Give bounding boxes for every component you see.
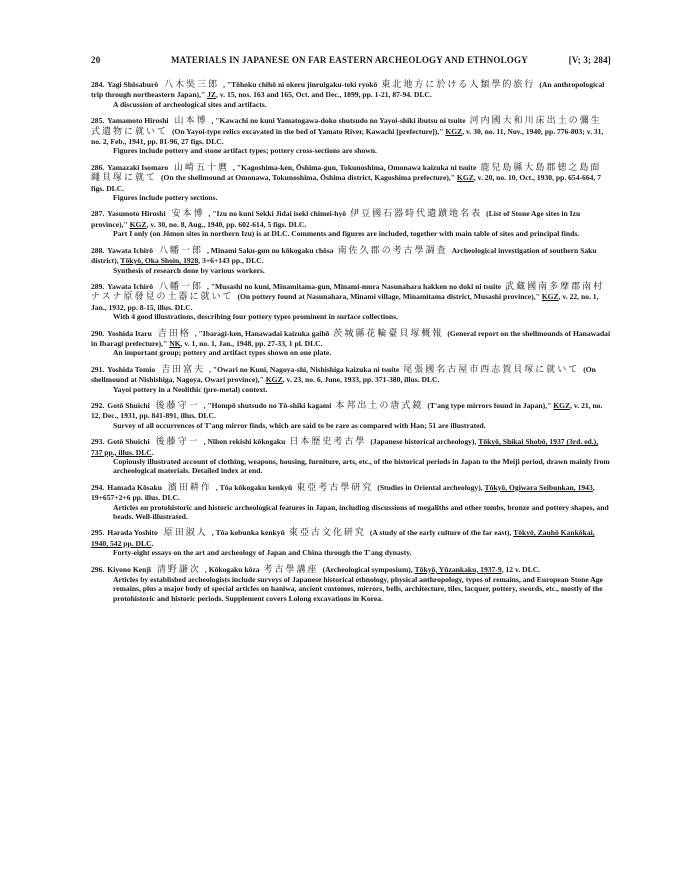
separator: , [207,245,211,255]
author-kanji: 濱田耕作 [167,482,212,493]
title-translation: (Archeological symposium), [322,564,415,574]
publication-details: , v. 23, no. 6, June, 1933, pp. 371-380, illus. DLC. [282,375,440,385]
journal-name: Tōkyō, Yūzankaku, 1937-9 [414,564,502,574]
entry-title: "Kawachi no kuni Yamatogawa-doko shutsudo no Yayoi-shiki ibutsu ni tsuite [215,116,466,126]
author-kanji: 後藤守一 [155,437,200,448]
entry-title: Tōa kobunka kenkyū [215,528,285,538]
title-translation: (T'ang type mirrors found in Japan)," [427,400,554,410]
annotation: With 4 good illustrations, describing four pottery types prominent in surface collections. [113,312,398,322]
journal-name: KGZ [553,400,571,410]
entry-title: "Musashi no kuni, Minamitama-gun, Minami-mura Nasunahara hakken no doki ni tsuite [210,281,502,291]
separator: , [223,80,227,89]
separator: , [203,437,208,447]
author-name: Yasumoto Hiroshi [107,209,166,219]
title-kanji: 考古學講座 [263,564,319,575]
journal-name: KGZ [265,375,283,385]
author-kanji: 吉田富夫 [161,364,206,375]
author-kanji: 清野謙次 [156,564,201,575]
publication-details: , 3+6+143 pp., DLC. [198,256,264,266]
bibliography-entry [91,565,611,604]
author-kanji: 安本博 [171,209,205,220]
author-kanji: 山崎五十麿 [174,162,230,173]
publication-details: . [151,447,154,457]
author-name: Kiyono Kenji [107,564,151,574]
bibliography-entry [91,246,611,275]
publication-details: , v. 30, no. 11, Nov., 1940, pp. 776-803; v. 31, no. 2, Feb., 1941, pp. 81-96, 27 figs. DLC. [91,126,604,147]
citation-line [91,437,611,457]
entry-title: Tōa kōkogaku kenkyū [219,482,293,492]
entry-title: Minami Saku-gun no kōkogaku chōsa [210,245,334,255]
author-kanji: 八木奘三郎 [164,80,220,90]
bibliography-entry [91,329,611,358]
annotation: Figures include pottery sections. [113,193,218,203]
author-name: Gotō Shuichi [107,400,150,410]
citation-line [91,80,611,100]
journal-name: Tōkyō, Zauhō Kankōkai, 1940, 542 pp. DLC [91,528,595,548]
journal-name: JZ [207,90,216,100]
entry-number: 293. [91,437,105,447]
entry-title: "Tōhoku chihō ni okeru jinruigaku-teki ryokō [226,80,378,89]
author-name: Yagi Shōsaburō [107,80,159,89]
annotation: Survey of all occurrences of T'ang mirror finds, which are said to be rare as compared with Han; 51 are illustrated. [113,420,486,430]
title-translation: (A study of the early culture of the far east), [369,528,514,538]
entry-title: Kōkogaku kōza [208,564,260,574]
title-translation: (Studies in Oriental archeology), [377,482,485,492]
entry-title: Nihon rekishi kōkogaku [207,437,286,447]
journal-name: KGZ [541,292,559,302]
title-translation: (On pottery found at Nasunahara, Minami village, Minamitama district, Musashi province)," [237,292,542,302]
entry-number: 287. [91,209,105,219]
title-kanji: 東亞古文化研究 [288,528,366,539]
entry-number: 294. [91,482,105,492]
entry-number: 295. [91,528,105,538]
author-name: Harada Yoshito [107,528,158,538]
entry-number: 290. [91,328,105,338]
volume-reference: [V; 3; 284] [568,55,611,65]
title-kanji: 河内國大和川床出土の彌生式遺物に就いて [91,116,602,137]
title-translation: (On the shellmound at Omonawa, Tokunoshima, Ōshima district, Kagoshima prefecture)," [161,173,457,183]
entry-title: "Ibaragi-ken, Hanawadai kaizuka gaihō [198,328,330,338]
page-number: 20 [91,55,101,65]
title-translation: (On shellmound at Nishishiga, Nagoya, Owari province)," [91,364,596,385]
entry-number: 292. [91,400,105,410]
annotation: A discussion of archeological sites and artifacts. [113,99,267,109]
title-kanji: 尾張國名古屋市西志賀貝塚に就いて [403,364,580,375]
separator: , [204,564,209,574]
journal-name: Tōkyō, Oka Shoin, 1928 [120,256,199,266]
citation-line [91,209,611,229]
bibliography-entry [91,437,611,476]
author-name: Yamazaki Isomaro [107,162,169,172]
bibliography-entry [91,528,611,557]
publication-details: , 12 v. DLC. [501,564,541,574]
annotation: Articles by established archeologists include surveys of Japanese historical ethnology, physical anthropology, types of remains, and European Stone Age remains, plus a major body of special articles on haniwa, ancient customes, mirrors, bells, architecture, tiles, lacquer, pottery, swords, etc., mostly of the protohistoric and historic periods. Supplement covers Lolong excavations in Korea. [113,575,603,603]
author-kanji: 吉田格 [157,328,191,339]
publication-details: , v. 20, no. 10, Oct., 1930, pp. 654-664, 7 figs. DLC. [91,173,602,193]
author-name: Yamamoto Hiroshi [107,116,169,126]
citation-line [91,365,611,385]
annotation: An important group; pottery and artifact types shown on one plate. [113,348,332,358]
title-kanji: 伊豆國石器時代遺蹟地名表 [350,209,483,220]
title-translation: (An anthropological trip through northeastern Japan)," [91,80,605,100]
author-kanji: 原田淑人 [163,528,208,539]
title-kanji: 茨城縣花輪臺貝塚概報 [333,328,444,339]
journal-name: KGZ [445,126,463,136]
separator: , [233,162,237,172]
entry-title: "Owari no Kuni, Nagoya-shi, Nishishiga kaizuka ni tsuite [212,364,400,374]
separator: , [207,281,211,291]
publication-details: , v. 21, no. 12, Dec., 1931, pp. 841-891, illus. DLC. [91,400,603,421]
bibliography-entry [91,163,611,203]
publication-details: , 19+657+2+6 pp. illus. DLC. [91,482,595,503]
citation-line [91,163,611,193]
title-kanji: 南佐久郡の考古學調査 [337,245,448,256]
separator: , [211,528,216,538]
title-kanji: 東亞考古學研究 [296,482,374,493]
bibliography-entry [91,483,611,522]
title-translation: (Japanese historical archeology), [370,437,479,447]
citation-line [91,329,611,349]
entry-number: 296. [91,564,105,574]
bibliography-entry [91,401,611,430]
separator: , [203,400,208,410]
entry-number: 288. [91,245,105,255]
entry-title: "Kagoshima-ken, Ōshima-gun, Tokunoshima, Omonawa kaizuka ni tsuite [236,162,477,172]
author-kanji: 八幡一郎 [158,245,203,256]
citation-line [91,565,611,575]
title-kanji: 日本歷史考古學 [289,437,367,448]
entry-number: 289. [91,281,105,291]
citation-line [91,528,611,548]
separator: , [211,116,216,126]
entry-number: 291. [91,364,105,374]
bibliography-list [91,80,611,610]
journal-name: NK [169,338,181,348]
citation-line [91,282,611,312]
journal-name: KGZ [456,173,474,183]
entry-number: 285. [91,116,105,126]
author-name: Hamada Kōsaku [107,482,162,492]
separator: , [194,328,199,338]
journal-name: KGZ [129,219,147,229]
author-name: Yawata Ichirō [107,281,154,291]
author-kanji: 後藤守一 [155,400,200,411]
bibliography-entry [91,282,611,322]
citation-line [91,246,611,266]
bibliography-entry [91,209,611,238]
title-translation: (On Yayoi-type relics excavated in the bed of Yamato River, Kawachi [prefecture])," [172,126,446,136]
author-kanji: 八幡一郎 [158,281,203,292]
journal-name: Tōkyō, Ogiwara Seibunkan, 1943 [484,482,593,492]
title-kanji: 武藏國南多摩郡南村ナスナ原發見の土器に就いて [91,281,605,303]
separator: , [208,209,213,219]
title-translation: (List of Stone Age sites in Izu province)," [91,209,581,229]
citation-line [91,116,611,146]
publication-details: , v. 1, no. 1, Jan., 1948, pp. 27-33, 1 pl. DLC. [180,338,323,348]
title-kanji: 東北地方に於ける人類學的旅行 [381,80,536,90]
annotation: Copiously illustrated account of clothing, weapons, housing, furniture, arts, etc., of the historical periods in Japan to the Meiji period, drawn mainly from archeological materials. Detailed index at end. [113,457,610,476]
entry-number: 284. [91,80,105,89]
annotation: Part I only (on Jōmon sites in northern Izu) is at DLC. Comments and figures are included, together with main table of sites and principal finds. [113,229,580,239]
publication-details: , v. 22, no. 1, Jan., 1932, pp. 8-15, illus. DLC. [91,292,599,312]
running-title: MATERIALS IN JAPANESE ON FAR EASTERN ARCHEOLOGY AND ETHNOLOGY [171,55,528,65]
bibliography-entry [91,365,611,394]
author-kanji: 山本博 [174,116,208,127]
annotation: Figures include pottery and stone artifact types; pottery cross-sections are shown. [113,146,377,156]
entry-title: "Izu no kuni Sekki Jidai iseki chimei-hyō [212,209,347,219]
title-translation: (General report on the shellmounds of Hanawadai in Ibaragi prefecture)," [91,328,611,348]
author-name: Yoshida Tomio [107,364,156,374]
separator: , [215,482,220,492]
title-kanji: 本邦出土の唐式鏡 [335,400,424,411]
publication-details: . [151,538,154,548]
annotation: Yayoi pottery in a Neolithic (pre-metal) context. [113,384,268,394]
entry-number: 286. [91,162,105,172]
title-kanji: 鹿兒島縣大島郡徳之島面繩貝塚に就て [91,162,602,184]
journal-name: Tōkyō, Shikai Shobō, 1937 (3rd. ed.), 737 pp., illus. DLC [91,437,599,457]
citation-line [91,483,611,503]
publication-details: , v. 30, no. 8, Aug., 1940, pp. 602-614, 5 figs. DLC. [146,219,307,229]
author-name: Yawata Ichirō [107,245,154,255]
author-name: Yoshida Itaru [107,328,152,338]
annotation: Forty-eight essays on the art and archeology of Japan and China through the T'ang dynasty. [113,548,412,558]
publication-details: , v. 15, nos. 163 and 165, Oct. and Dec., 1899, pp. 1-21, 87-94. DLC. [215,90,432,100]
annotation: Synthesis of research done by various workers. [113,265,265,275]
annotation: Articles on protohistoric and historic archeological features in Japan, including discussions of megaliths and other tombs, bronze and pottery shapes, and beads. Well-illustrated. [113,502,609,522]
separator: , [209,364,213,374]
citation-line [91,401,611,421]
entry-title: "Hompō shutsudo no Tō-shiki kagami [207,400,332,410]
title-translation: Archeological investigation of southern Saku district), [91,245,597,266]
bibliography-entry [91,80,611,109]
author-name: Gotō Shuichi [107,437,150,447]
bibliography-entry [91,116,611,156]
